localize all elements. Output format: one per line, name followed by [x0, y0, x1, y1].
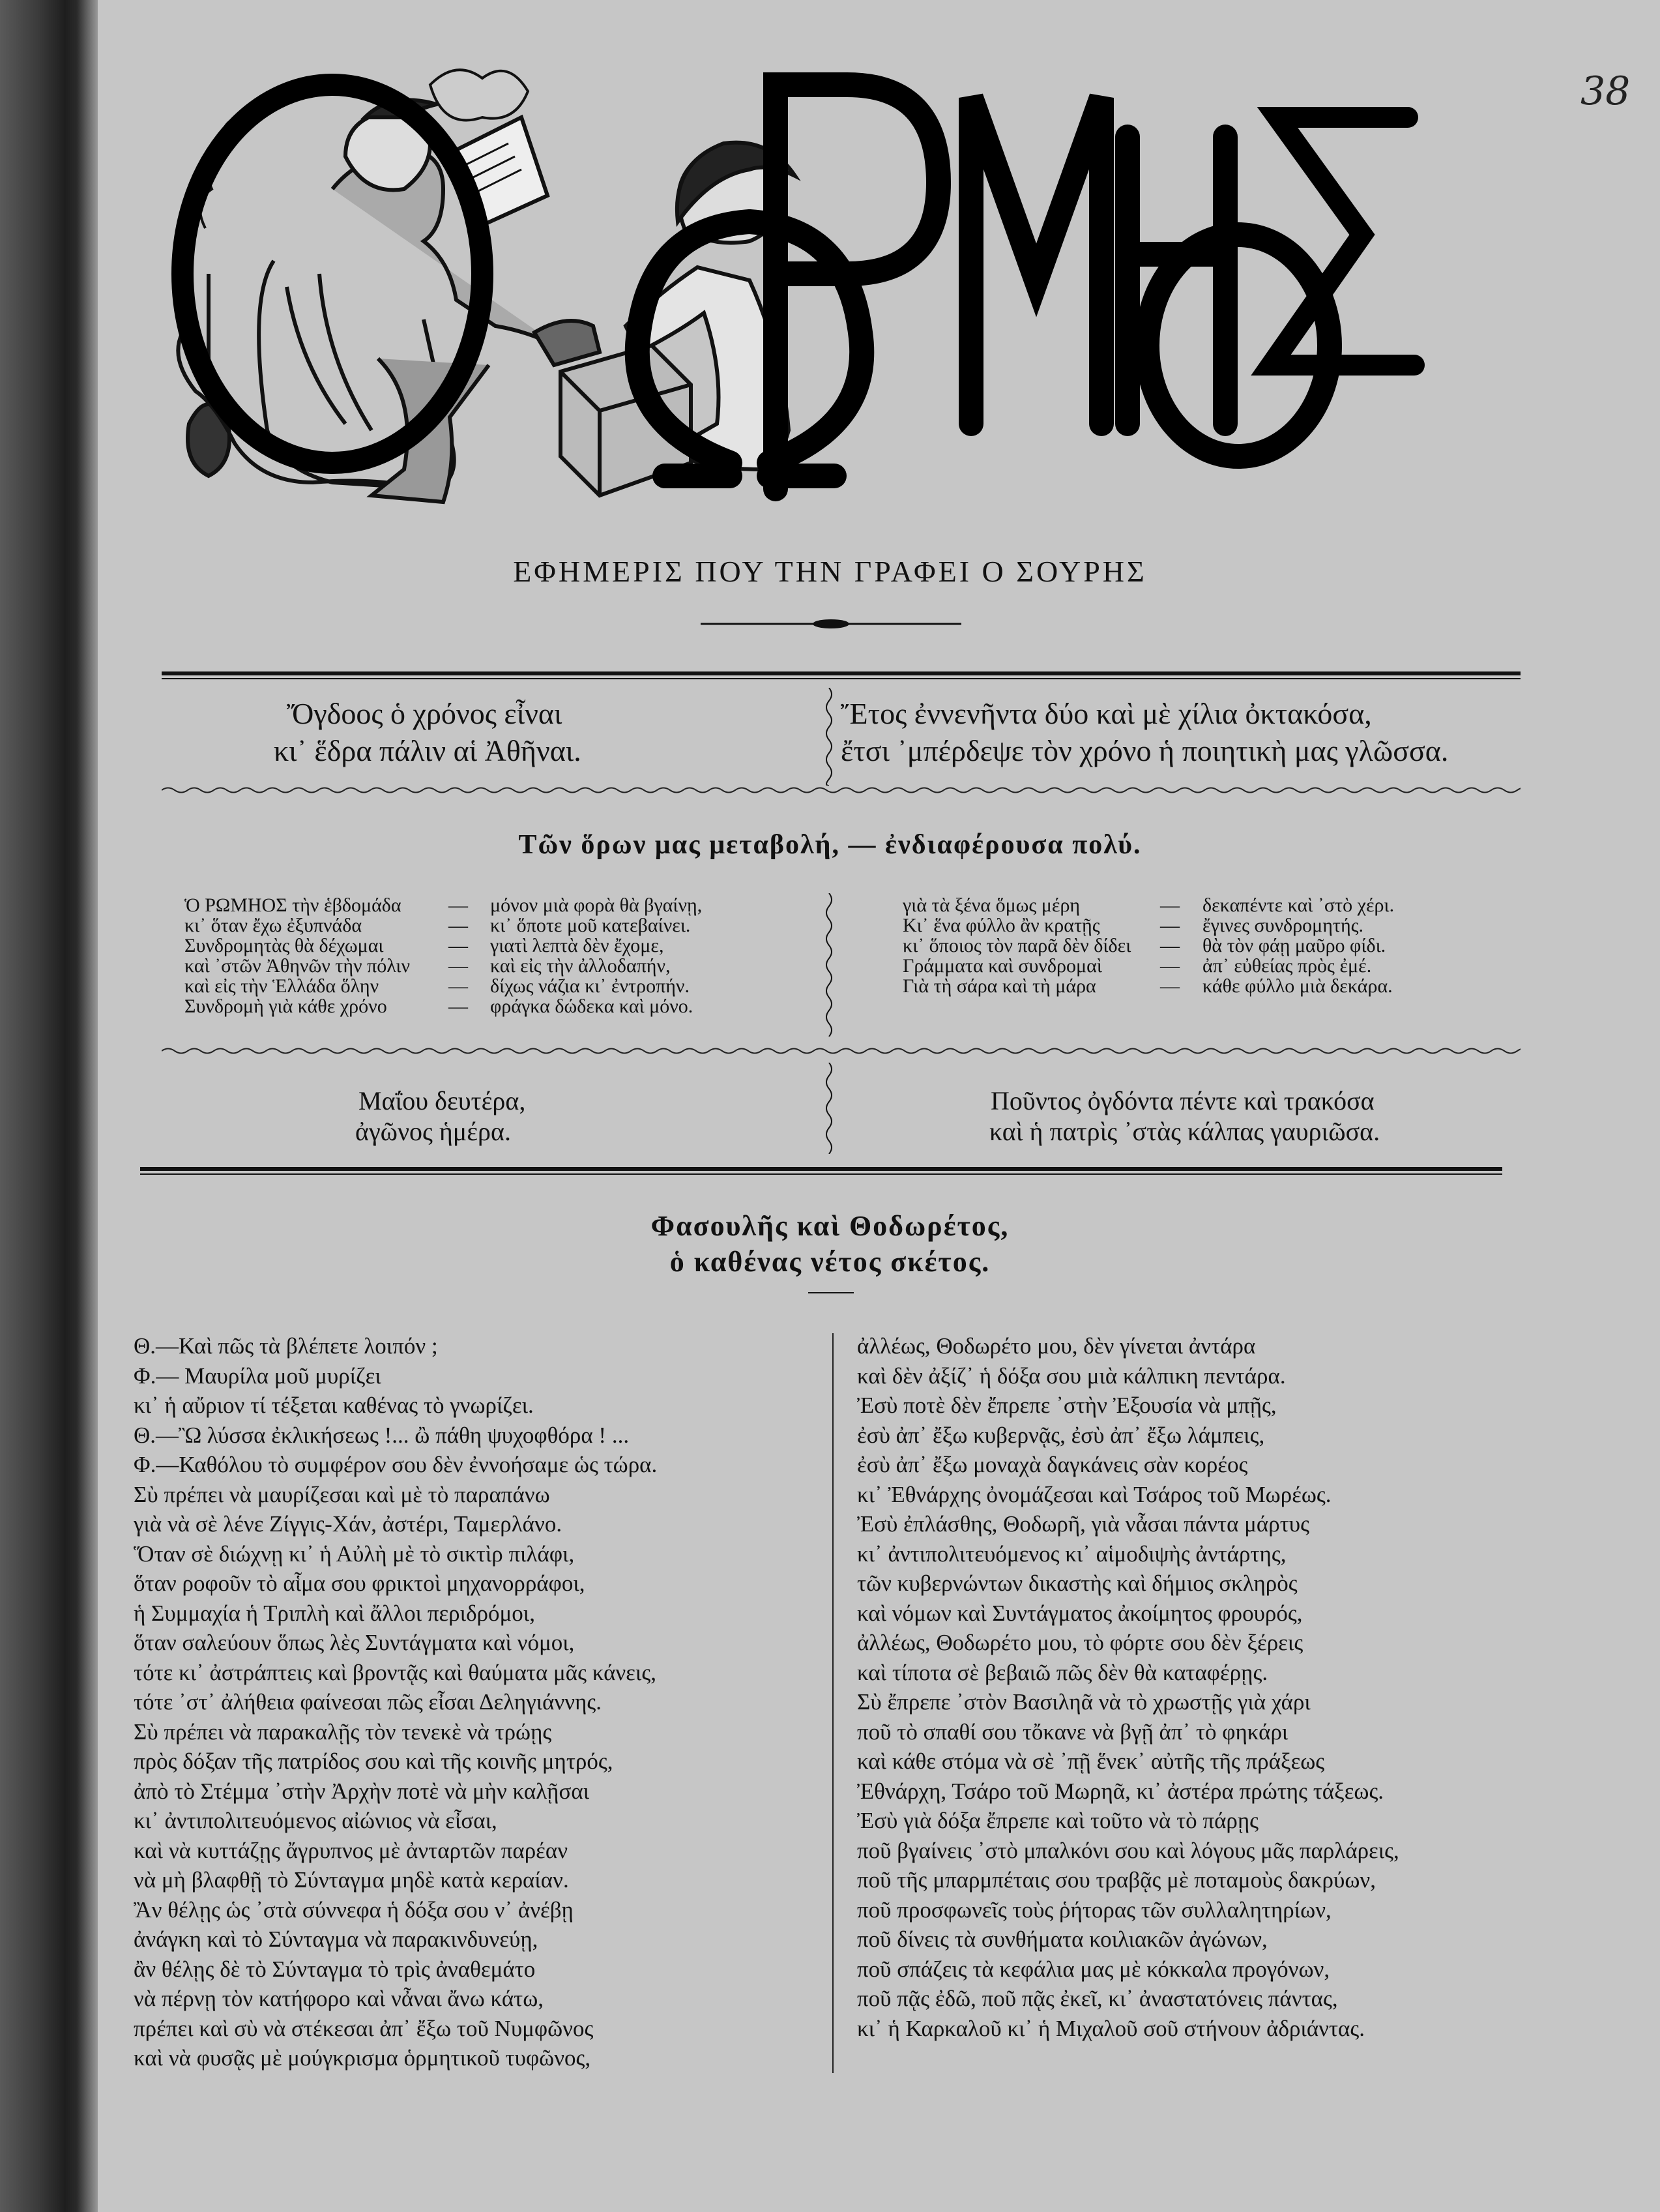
vertical-divider [823, 688, 836, 786]
terms-dash: — [1160, 975, 1180, 997]
terms-line: κι᾽ ὅποιος τὸν παρᾶ δὲν δίδει [903, 935, 1131, 956]
header-verse-left-2: κι᾽ ἕδρα πάλιν αἱ Ἀθῆναι. [274, 734, 581, 767]
terms-rhyme: ἔγινες συνδρομητής. [1202, 915, 1364, 936]
title-letter-mu [971, 98, 1101, 424]
article-line: καὶ τίποτα σὲ βεβαιῶ πῶς δὲν θὰ καταφέρῃς. [857, 1659, 1268, 1685]
terms-rhyme: κι᾽ ὅποτε μοῦ κατεβαίνει. [490, 915, 691, 936]
terms-line: γιὰ τὰ ξένα ὅμως μέρη [903, 894, 1081, 916]
terms-rhyme: δίχως νάζια κι᾽ ἐντροπήν. [490, 975, 690, 997]
book-binding [0, 0, 98, 2212]
terms-title: Τῶν ὅρων μας μεταβολή, — ἐνδιαφέρουσα πολύ. [518, 830, 1142, 860]
article-line: Φ.—Καθόλου τὸ συμφέρον σου δὲν ἐννοήσαμε ὡς τώρα. [134, 1452, 658, 1477]
article-line: ἀλλέως, Θοδωρέτο μου, δὲν γίνεται ἀντάρα [857, 1333, 1256, 1359]
article-column-divider [826, 1333, 839, 2073]
terms-line: Κι᾽ ἕνα φύλλο ἂν κρατῇς [903, 915, 1100, 936]
article-title-1: Φασουλῆς καὶ Θοδωρέτος, [650, 1210, 1010, 1242]
article-line: Θ.—Καὶ πῶς τὰ βλέπετε λοιπόν ; [134, 1333, 438, 1359]
title-letter-omicron-2 [1147, 235, 1330, 456]
section-rule [140, 1167, 1502, 1171]
article-line: καὶ νὰ κυττάζῃς ἄγρυπνος μὲ ἀνταρτῶν παρέαν [134, 1837, 568, 1863]
article-line: ἀπὸ τὸ Στέμμα ᾽στὴν Ἀρχὴν ποτὲ νὰ μὴν καλῇσαι [134, 1778, 590, 1804]
article-line: κι᾽ Ἐθνάρχης ὀνομάζεσαι καὶ Τσάρος τοῦ Μωρέως. [857, 1481, 1332, 1507]
ornament-divider [701, 616, 961, 632]
terms-rhyme: φράγκα δώδεκα καὶ μόνο. [490, 995, 693, 1017]
article-line: Ἂν θέλῃς ὡς ᾽στὰ σύννεφα ἡ δόξα σου ν᾽ ἀνέβῃ [134, 1896, 574, 1923]
date-verse-right-1: Ποῦντος ὀγδόντα πέντε καὶ τρακόσα [991, 1086, 1375, 1115]
article-line: ποῦ τῆς μπαρμπέταις σου τραβᾷς μὲ ποταμοὺς δακρύων, [857, 1867, 1376, 1893]
article-line: ὅταν ροφοῦν τὸ αἷμα σου φρικτοὶ μηχανορράφοι, [134, 1571, 585, 1596]
terms-dash: — [1160, 894, 1180, 916]
terms-dash: — [448, 935, 468, 956]
terms-line: Γιὰ τὴ σάρα καὶ τὴ μάρα [903, 975, 1096, 997]
header-verse-left-1: Ὄγδοος ὁ χρόνος εἶναι [287, 697, 562, 730]
article-line: ἡ Συμμαχία ἡ Τριπλὴ καὶ ἄλλοι περιδρόμοι, [134, 1600, 535, 1626]
article-line: ποῦ πᾷς ἐδῶ, ποῦ πᾷς ἐκεῖ, κι᾽ ἀναστατόνεις πάντας, [857, 1986, 1338, 2011]
wavy-rule [162, 786, 1521, 795]
article-line: ποῦ προσφωνεῖς τοὺς ῥήτορας τῶν συλλαλητηρίων, [857, 1896, 1332, 1923]
terms-line: Ὁ ΡΩΜΗΟΣ τὴν ἑβδομάδα [184, 894, 401, 916]
terms-dash: — [448, 975, 468, 997]
article-line: ποῦ δίνεις τὰ συνθήματα κοιλιακῶν ἀγώνων, [857, 1926, 1268, 1952]
article-line: ποῦ τὸ σπαθί σου τὄκανε νὰ βγῇ ἀπ᾽ τὸ φηκάρι [857, 1718, 1289, 1745]
terms-rhyme: μόνον μιὰ φορὰ θὰ βγαίνῃ, [490, 894, 703, 916]
terms-line: κι᾽ ὅταν ἔχω ἐξυπνάδα [184, 915, 362, 936]
article-line: πρὸς δόξαν τῆς πατρίδος σου καὶ τῆς κοινῆς μητρός, [134, 1748, 613, 1774]
terms-rhyme: καὶ εἰς τὴν ἀλλοδαπήν, [490, 955, 671, 977]
masthead-svg [169, 59, 1447, 515]
terms-dash: — [1160, 915, 1180, 936]
header-rule [162, 671, 1521, 675]
article-line: ἐσὺ ἀπ᾽ ἔξω μοναχὰ δαγκάνεις σὰν κορέος [857, 1452, 1248, 1477]
article-line: ἀνάγκη καὶ τὸ Σύνταγμα νὰ παρακινδυνεύῃ, [134, 1926, 538, 1952]
article-line: Σὺ πρέπει νὰ παρακαλῇς τὸν τενεκὲ νὰ τρώῃς [134, 1718, 552, 1745]
terms-rhyme: θὰ τὸν φάῃ μαῦρο φίδι. [1202, 935, 1386, 956]
terms-dash: — [448, 995, 468, 1017]
article-title-2: ὁ καθένας νέτος σκέτος. [669, 1246, 991, 1278]
terms-line: Συνδρομητὰς θὰ δέχωμαι [184, 935, 384, 956]
terms-rhyme: δεκαπέντε καὶ ᾽στὸ χέρι. [1202, 894, 1395, 916]
article-line: Ἐθνάρχη, Τσάρο τοῦ Μωρηᾶ, κι᾽ ἀστέρα πρώτης τάξεως. [857, 1778, 1384, 1804]
terms-rhyme: ἀπ᾽ εὐθείας πρὸς ἐμέ. [1202, 955, 1372, 977]
article-line: καὶ νόμων καὶ Συντάγματος ἀκοίμητος φρουρός, [857, 1600, 1303, 1626]
article-line: Σὺ ἔπρεπε ᾽στὸν Βασιληᾶ νὰ τὸ χρωστῇς γιὰ χάρι [857, 1689, 1311, 1715]
date-verse-left-2: ἀγῶνος ἡμέρα. [355, 1117, 511, 1146]
article-line: Σὺ πρέπει νὰ μαυρίζεσαι καὶ μὲ τὸ παραπάνω [134, 1481, 550, 1507]
article-line: κι᾽ ἀντιπολιτευόμενος αἰώνιος νὰ εἶσαι, [134, 1808, 497, 1833]
article-line: ἀλλέως, Θοδωρέτο μου, τὸ φόρτε σου δὲν ξέρεις [857, 1630, 1303, 1655]
title-underline [808, 1292, 854, 1293]
article-line: ὅταν σαλεύουν ὅπως λὲς Συντάγματα καὶ νόμοι, [134, 1630, 575, 1655]
article-line: τῶν κυβερνώντων δικαστὴς καὶ δήμιος σκληρὸς [857, 1571, 1298, 1596]
tagline: ΕΦΗΜΕΡΙΣ ΠΟΥ ΤΗΝ ΓΡΑΦΕΙ Ο ΣΟΥΡΗΣ [513, 555, 1147, 588]
header-verse-right-1: Ἔτος ἐννενῆντα δύο καὶ μὲ χίλια ὀκτακόσα, [841, 697, 1372, 730]
terms-rhyme: γιατὶ λεπτὰ δὲν ἔχομε, [490, 935, 664, 956]
article-line: ἐσὺ ἀπ᾽ ἔξω κυβερνᾷς, ἐσὺ ἀπ᾽ ἔξω λάμπεις, [857, 1422, 1265, 1448]
date-verse-right-2: καὶ ἡ πατρὶς ᾽στὰς κάλπας γαυριῶσα. [989, 1117, 1380, 1146]
terms-line: Συνδρομὴ γιὰ κάθε χρόνο [184, 995, 387, 1017]
masthead [169, 59, 1447, 515]
article-line: γιὰ νὰ σὲ λένε Ζίγγις-Χάν, ἀστέρι, Ταμερλάνο. [134, 1511, 562, 1537]
terms-dash: — [448, 915, 468, 936]
article-line: τότε ᾽στ᾽ ἀλήθεια φαίνεσαι πῶς εἶσαι Δεληγιάννης. [134, 1689, 602, 1715]
page-number: 38 [1580, 68, 1631, 114]
terms-line: Γράμματα καὶ συνδρομαὶ [903, 955, 1102, 977]
article-line: καὶ κάθε στόμα νὰ σὲ ᾽πῇ ἕνεκ᾽ αὐτῆς τῆς πράξεως [857, 1748, 1325, 1774]
header-verse-right-2: ἔτσι ᾽μπέρδεψε τὸν χρόνο ἡ ποιητικὴ μας γλῶσσα. [841, 734, 1449, 767]
terms-dash: — [448, 894, 468, 916]
article-line: Ἐσὺ ἐπλάσθης, Θοδωρῆ, γιὰ νἆσαι πάντα μάρτυς [857, 1511, 1309, 1537]
terms-dash: — [448, 955, 468, 977]
terms-dash: — [1160, 935, 1180, 956]
date-vertical-divider [823, 1063, 836, 1154]
date-verse-left-1: Μαΐου δευτέρα, [358, 1086, 526, 1115]
article-line: κι᾽ ἡ Καρκαλοῦ κι᾽ ἡ Μιχαλοῦ σοῦ στήνουν ἀδριάντας. [857, 2015, 1365, 2041]
terms-dash: — [1160, 955, 1180, 977]
article-line: ποῦ σπάζεις τὰ κεφάλια μας μὲ κόκκαλα προγόνων, [857, 1956, 1330, 1982]
article-line: Ὅταν σὲ διώχνῃ κι᾽ ἡ Αὐλὴ μὲ τὸ σικτὶρ πιλάφι, [134, 1541, 575, 1567]
article-line: Ἐσὺ ποτὲ δὲν ἔπρεπε ᾽στὴν Ἐξουσία νὰ μπῇς, [857, 1393, 1277, 1418]
terms-vertical-divider [823, 893, 836, 1037]
article-line: Θ.—Ὢ λύσσα ἐκλικήσεως !... ὢ πάθη ψυχοφθόρα ! ... [134, 1422, 630, 1448]
wavy-rule-2 [162, 1046, 1521, 1055]
article-line: νὰ μὴ βλαφθῇ τὸ Σύνταγμα μηδὲ κατὰ κεραίαν. [134, 1867, 569, 1893]
article-line: ἂν θέλῃς δὲ τὸ Σύνταγμα τὸ τρὶς ἀναθεμάτο [134, 1956, 536, 1982]
article-line: κι᾽ ἡ αὔριον τί τέξεται καθένας τὸ γνωρίζει. [134, 1393, 534, 1418]
terms-rhyme: κάθε φύλλο μιὰ δεκάρα. [1202, 975, 1393, 997]
header-rule-thin [162, 678, 1521, 679]
terms-line: καὶ εἰς τὴν Ἑλλάδα ὅλην [184, 975, 379, 997]
article-line: νὰ πέρνῃ τὸν κατήφορο καὶ νἆναι ἄνω κάτω, [134, 1986, 544, 2011]
section-rule-thin [140, 1173, 1502, 1175]
article-line: Ἐσὺ γιὰ δόξα ἔπρεπε καὶ τοῦτο νὰ τὸ πάρῃς [857, 1808, 1259, 1833]
article-line: καὶ νὰ φυσᾷς μὲ μούγκρισμα ὁρμητικοῦ τυφῶνος, [134, 2045, 591, 2071]
terms-line: καὶ ᾽στῶν Ἀθηνῶν τὴν πόλιν [184, 955, 411, 977]
article-line: τότε κι᾽ ἀστράπτεις καὶ βροντᾷς καὶ θαύματα μᾶς κάνεις, [134, 1659, 656, 1685]
article-line: καὶ δὲν ἀξίζ᾽ ἡ δόξα σου μιὰ κάλπικη πεντάρα. [857, 1363, 1286, 1389]
article-line: πρέπει καὶ σὺ νὰ στέκεσαι ἀπ᾽ ἔξω τοῦ Νυμφῶνος [134, 2015, 594, 2041]
article-line: Φ.— Μαυρίλα μοῦ μυρίζει [134, 1363, 381, 1389]
article-line: ποῦ βγαίνεις ᾽στὸ μπαλκόνι σου καὶ λόγους μᾶς παρλάρεις, [857, 1837, 1399, 1863]
article-line: κι᾽ ἀντιπολιτευόμενος κι᾽ αἱμοδιψὴς ἀντάρτης, [857, 1541, 1287, 1567]
